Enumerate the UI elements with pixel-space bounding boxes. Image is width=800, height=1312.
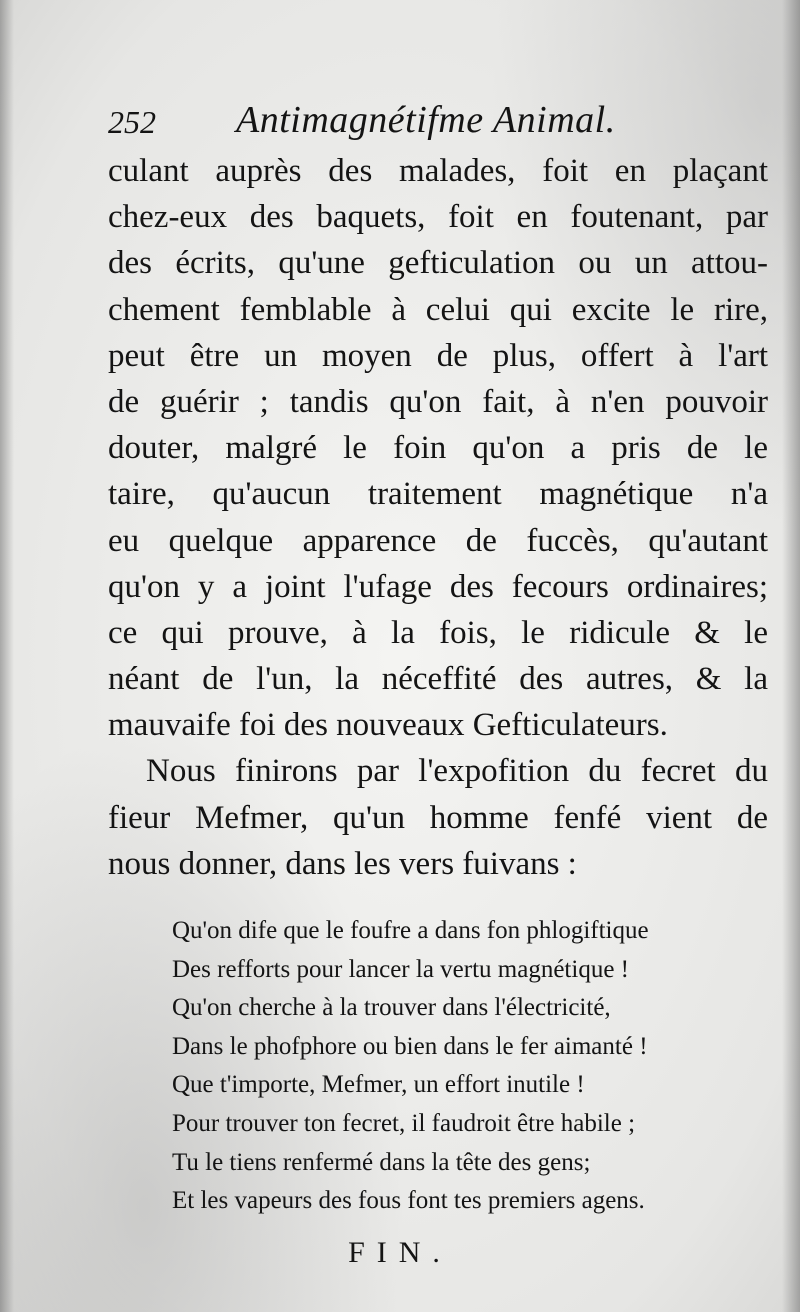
verse-block [172, 912, 712, 1221]
verse-line: Tu le tiens renfermé dans la tête des gens; [172, 1148, 591, 1176]
verse-line: Dans le phofphore ou bien dans le fer aimanté ! [172, 1032, 648, 1060]
prose-line: douter, malgré le foin qu'on a pris de le [108, 430, 768, 467]
verse-line: Et les vapeurs des fous font tes premiers agens. [172, 1187, 645, 1215]
prose-line: chez-eux des baquets, foit en foutenant, par [108, 199, 768, 236]
page-edge-shadow-left [0, 0, 14, 1312]
running-head [108, 98, 668, 150]
running-title: Antimagnétifme Animal. [236, 99, 616, 141]
verse-line: Qu'on cherche à la trouver dans l'électricité, [172, 994, 611, 1022]
prose-line: des écrits, qu'une gefticulation ou un attou- [108, 245, 768, 282]
page-number: 252 [108, 104, 156, 140]
prose-line-paragraph-start: Nous finirons par l'expofition du fecret du [146, 753, 768, 790]
prose-line: mauvaife foi des nouveaux Gefticulateurs. [108, 707, 668, 744]
prose-line: fieur Mefmer, qu'un homme fenfé vient de [108, 799, 768, 836]
verse-line: Pour trouver ton fecret, il faudroit être habile ; [172, 1109, 636, 1137]
prose-line: de guérir ; tandis qu'on fait, à n'en pouvoir [108, 383, 768, 420]
prose-line: nous donner, dans les vers fuivans : [108, 845, 577, 882]
prose-line: culant auprès des malades, foit en plaçant [108, 153, 768, 189]
page-edge-shadow-right [782, 0, 800, 1312]
verse-line: Que t'importe, Mefmer, un effort inutile ! [172, 1071, 585, 1099]
prose-line: ce qui prouve, à la fois, le ridicule & le [108, 614, 768, 651]
prose-line: peut être un moyen de plus, offert à l'art [108, 337, 768, 374]
prose-line: néant de l'un, la néceffité des autres, & la [108, 661, 768, 698]
prose-line: taire, qu'aucun traitement magnétique n'a [108, 476, 768, 513]
end-mark: FIN. [348, 1236, 452, 1269]
prose-text [108, 148, 768, 887]
verse-line: Des refforts pour lancer la vertu magnétique ! [172, 955, 629, 983]
verse-line: Qu'on dife que le foufre a dans fon phlogiftique [172, 917, 649, 944]
prose-line: qu'on y a joint l'ufage des fecours ordinaires; [108, 568, 768, 605]
prose-line: eu quelque apparence de fuccès, qu'autant [108, 522, 768, 559]
prose-line: chement femblable à celui qui excite le rire, [108, 291, 768, 328]
